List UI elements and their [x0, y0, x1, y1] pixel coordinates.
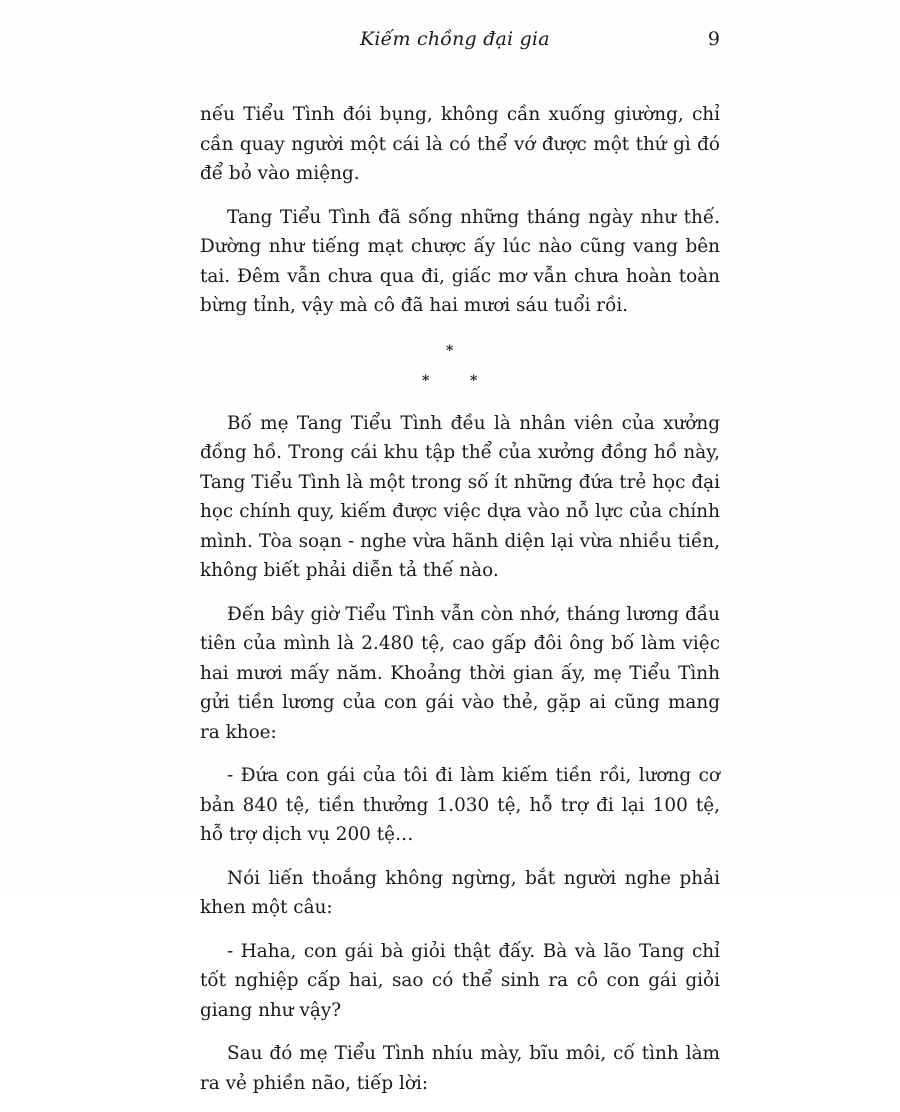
dialogue-paragraph: - Haha, con gái bà giỏi thật đấy. Bà và lão Tang chỉ tốt nghiệp cấp hai, sao có thể sinh ra cô con gái giỏi giang như vậy?	[200, 940, 720, 1021]
section-break-star-left: *	[422, 372, 430, 389]
running-title: Kiếm chồng đại gia	[360, 28, 550, 50]
section-break-star-right: *	[470, 372, 478, 389]
paragraph: Nói liến thoắng không ngừng, bắt người nghe phải khen một câu:	[200, 867, 720, 918]
section-break-star-top: *	[446, 342, 454, 359]
paragraph: Sau đó mẹ Tiểu Tình nhíu mày, bĩu môi, cố tình làm ra vẻ phiền não, tiếp lời:	[200, 1043, 720, 1094]
body-text	[200, 100, 720, 1112]
paragraph: Bố mẹ Tang Tiểu Tình đều là nhân viên của xưởng đồng hồ. Trong cái khu tập thể của xưởng đồng hồ này, Tang Tiểu Tình là một trong số ít những đứa trẻ học đại học chính quy, kiếm được việc dựa vào nỗ lực của chính mình. Tòa soạn - nghe vừa hãnh diện lại vừa nhiều tiền, không biết phải diễn tả thế nào.	[200, 412, 720, 581]
paragraph: nếu Tiểu Tình đói bụng, không cần xuống giường, chỉ cần quay người một cái là có thể vớ được một thứ gì đó để bỏ vào miệng.	[200, 104, 720, 184]
running-header	[200, 28, 720, 58]
paragraph: Đến bây giờ Tiểu Tình vẫn còn nhớ, tháng lương đầu tiên của mình là 2.480 tệ, cao gấp đôi ông bố làm việc hai mươi mấy năm. Khoảng thời gian ấy, mẹ Tiểu Tình gửi tiền lương của con gái vào thẻ, gặp ai cũng mang ra khoe:	[200, 603, 720, 743]
paragraph: Tang Tiểu Tình đã sống những tháng ngày như thế. Dường như tiếng mạt chược ấy lúc nào cũng vang bên tai. Đêm vẫn chưa qua đi, giấc mơ vẫn chưa hoàn toàn bừng tỉnh, vậy mà cô đã hai mươi sáu tuổi rồi.	[200, 206, 720, 316]
dialogue-paragraph: - Đứa con gái của tôi đi làm kiếm tiền rồi, lương cơ bản 840 tệ, tiền thưởng 1.030 tệ, hỗ trợ đi lại 100 tệ, hỗ trợ dịch vụ 200 tệ…	[200, 765, 720, 845]
page-number: 9	[707, 28, 720, 50]
section-break	[200, 335, 720, 405]
